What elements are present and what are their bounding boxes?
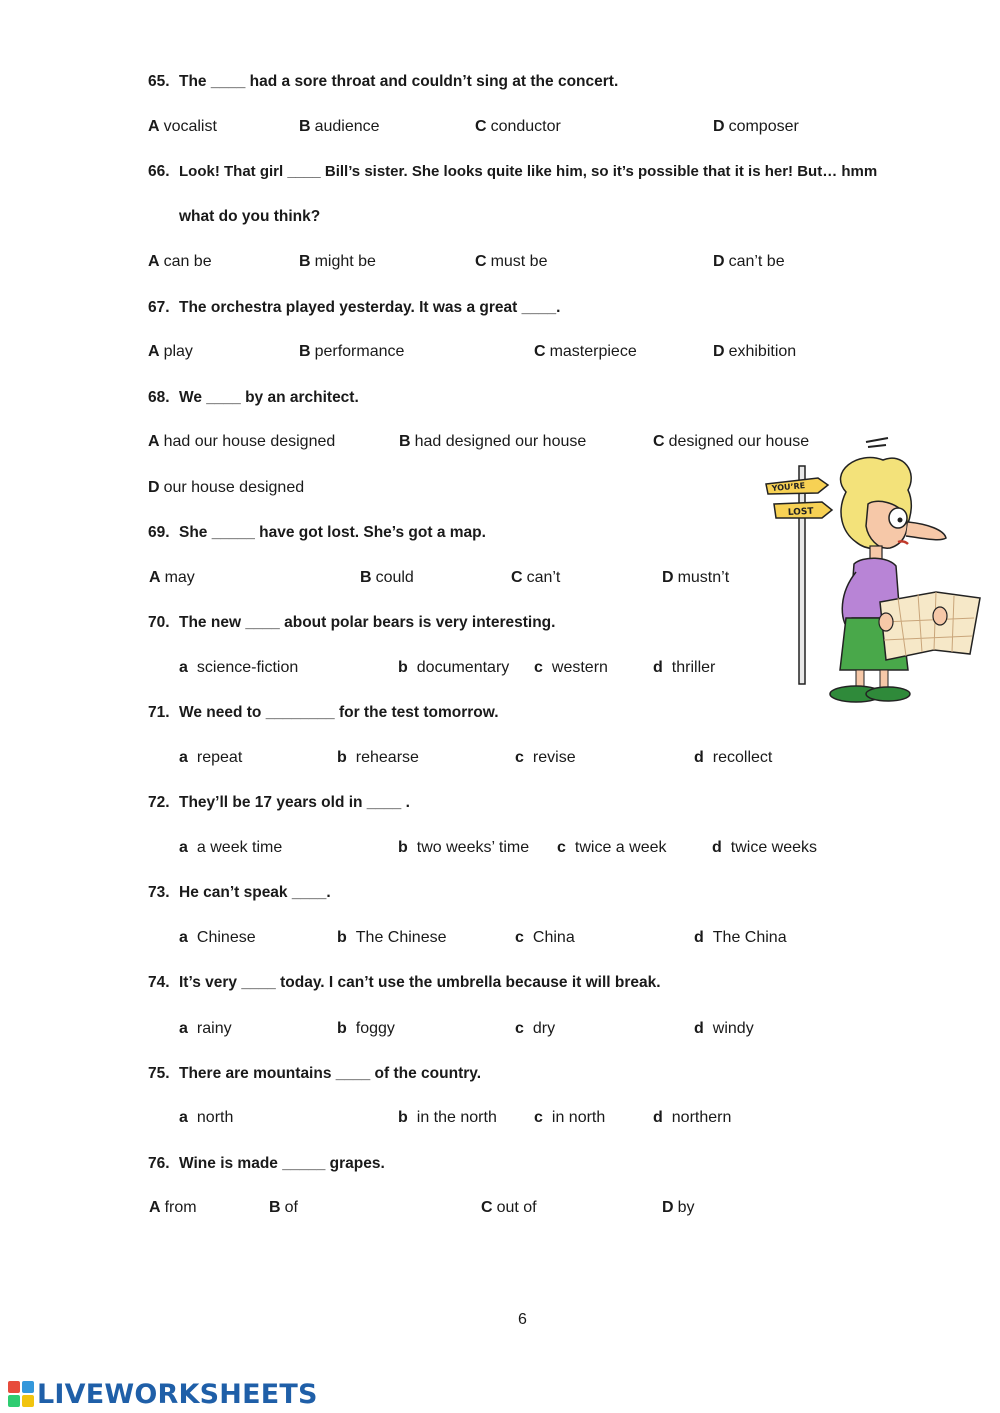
option-72-b[interactable]: b two weeks’ time: [398, 839, 530, 856]
option-75-d[interactable]: d northern: [653, 1109, 732, 1126]
question-text: There are mountains ____ of the country.: [179, 1065, 482, 1082]
logo-text: LIVEWORKSHEETS: [37, 1378, 318, 1410]
question-text: It’s very ____ today. I can’t use the umbrella because it will break.: [179, 974, 661, 991]
option-70-c[interactable]: c western: [534, 659, 608, 676]
sign-text-bottom: LOST: [787, 506, 814, 518]
option-73-b[interactable]: b The Chinese: [337, 929, 447, 946]
question-number: 73.: [148, 884, 170, 901]
option-72-c[interactable]: c twice a week: [557, 839, 667, 856]
option-76-c[interactable]: C out of: [481, 1199, 537, 1216]
logo-mark-icon: [8, 1381, 34, 1407]
question-number: 68.: [148, 389, 170, 406]
option-68-a[interactable]: A had our house designed: [148, 433, 336, 450]
question-number: 69.: [148, 524, 170, 541]
option-66-d[interactable]: D can’t be: [713, 253, 785, 270]
sign-text-top: YOU’RE: [771, 481, 806, 493]
option-70-b[interactable]: b documentary: [398, 659, 510, 676]
question-number: 65.: [148, 73, 170, 90]
question-number: 76.: [148, 1155, 170, 1172]
option-65-d[interactable]: D composer: [713, 118, 799, 135]
option-74-c[interactable]: c dry: [515, 1020, 556, 1037]
option-70-d[interactable]: d thriller: [653, 659, 716, 676]
option-74-b[interactable]: b foggy: [337, 1020, 395, 1037]
option-69-a[interactable]: A may: [149, 569, 195, 586]
option-71-d[interactable]: d recollect: [694, 749, 773, 766]
option-68-d[interactable]: D our house designed: [148, 479, 305, 496]
question-text: She _____ have got lost. She’s got a map.: [179, 524, 486, 541]
option-67-a[interactable]: A play: [148, 343, 193, 360]
option-72-a[interactable]: a a week time: [179, 839, 283, 856]
question-text: Wine is made _____ grapes.: [179, 1155, 385, 1172]
question-66-continued: [179, 208, 320, 226]
option-75-c[interactable]: c in north: [534, 1109, 606, 1126]
option-68-c[interactable]: C designed our house: [653, 433, 810, 450]
option-76-a[interactable]: A from: [149, 1199, 197, 1216]
option-65-c[interactable]: C conductor: [475, 118, 561, 135]
question-number: 74.: [148, 974, 170, 991]
option-75-b[interactable]: b in the north: [398, 1109, 497, 1126]
option-71-c[interactable]: c revise: [515, 749, 576, 766]
option-66-a[interactable]: A can be: [148, 253, 212, 270]
option-73-d[interactable]: d The China: [694, 929, 787, 946]
option-74-d[interactable]: d windy: [694, 1020, 754, 1037]
option-69-b[interactable]: B could: [360, 569, 414, 586]
option-73-a[interactable]: a Chinese: [179, 929, 256, 946]
question-text: The orchestra played yesterday. It was a great ____.: [179, 299, 561, 316]
page-number: 6: [518, 1311, 527, 1328]
option-72-d[interactable]: d twice weeks: [712, 839, 818, 856]
question-text: The ____ had a sore throat and couldn’t sing at the concert.: [179, 73, 619, 90]
option-66-c[interactable]: C must be: [475, 253, 548, 270]
option-67-d[interactable]: D exhibition: [713, 343, 797, 360]
option-71-b[interactable]: b rehearse: [337, 749, 419, 766]
option-67-b[interactable]: B performance: [299, 343, 405, 360]
question-text: The new ____ about polar bears is very interesting.: [179, 614, 556, 631]
lost-woman-illustration: [758, 432, 986, 710]
question-number: 72.: [148, 794, 170, 811]
question-text: We need to ________ for the test tomorrow.: [179, 704, 499, 721]
option-69-d[interactable]: D mustn’t: [662, 569, 730, 586]
option-73-c[interactable]: c China: [515, 929, 575, 946]
question-text: Look! That girl ____ Bill’s sister. She looks quite like him, so it’s possible that it is her! But… hmm: [179, 163, 878, 180]
option-76-d[interactable]: D by: [662, 1199, 695, 1216]
question-number: 71.: [148, 704, 170, 721]
option-70-a[interactable]: a science-fiction: [179, 659, 299, 676]
option-69-c[interactable]: C can’t: [511, 569, 561, 586]
option-65-a[interactable]: A vocalist: [148, 118, 217, 135]
option-71-a[interactable]: a repeat: [179, 749, 243, 766]
question-text: We ____ by an architect.: [179, 389, 359, 406]
question-number: 70.: [148, 614, 170, 631]
question-text: They’ll be 17 years old in ____ .: [179, 794, 410, 811]
question-number: 66.: [148, 163, 170, 180]
option-68-b[interactable]: B had designed our house: [399, 433, 587, 450]
option-76-b[interactable]: B of: [269, 1199, 298, 1216]
option-67-c[interactable]: C masterpiece: [534, 343, 637, 360]
option-75-a[interactable]: a north: [179, 1109, 234, 1126]
option-65-b[interactable]: B audience: [299, 118, 380, 135]
liveworksheets-logo: [8, 1378, 318, 1410]
question-text: He can’t speak ____.: [179, 884, 331, 901]
option-66-b[interactable]: B might be: [299, 253, 376, 270]
question-number: 75.: [148, 1065, 170, 1082]
option-74-a[interactable]: a rainy: [179, 1020, 232, 1037]
question-text-continued: what do you think?: [179, 208, 321, 225]
question-number: 67.: [148, 299, 170, 316]
